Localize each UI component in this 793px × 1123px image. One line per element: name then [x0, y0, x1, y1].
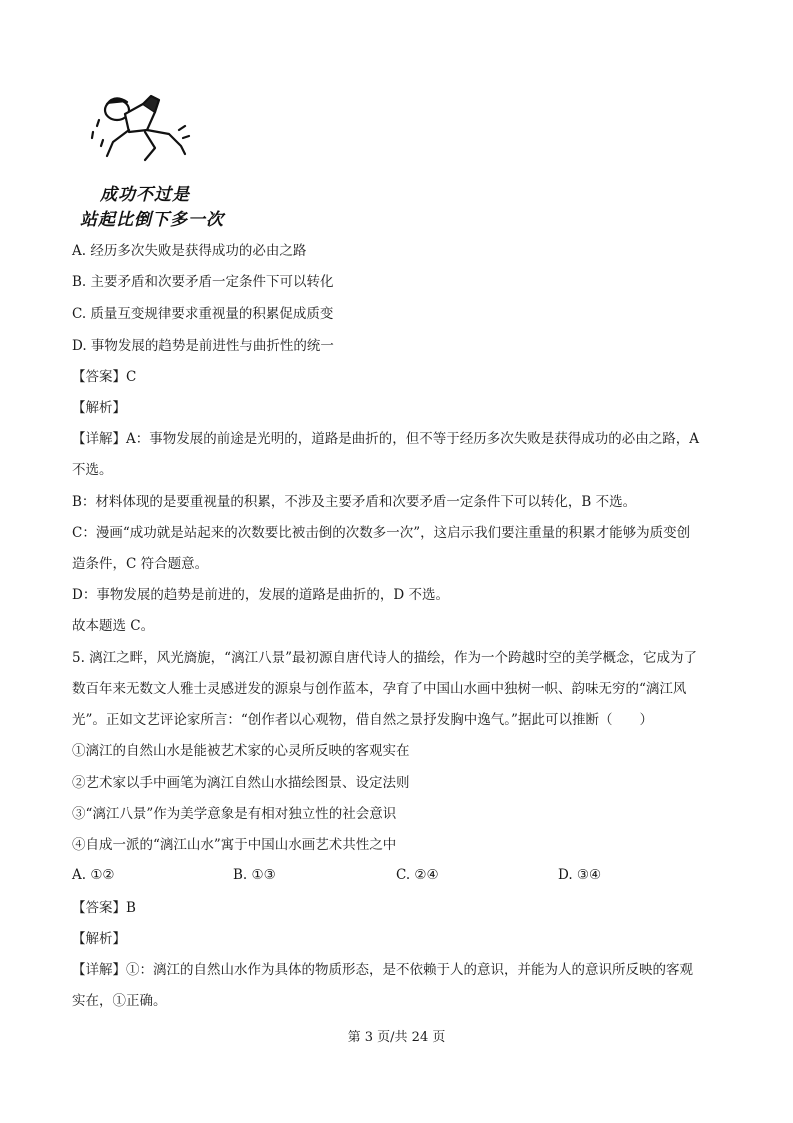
q4-option-b: B. 主要矛盾和次要矛盾一定条件下可以转化 [72, 274, 334, 290]
q5-statement-2: ②艺术家以手中画笔为漓江自然山水描绘图景、设定法则 [72, 775, 410, 791]
q4-option-c: C. 质量互变规律要求重视量的积累促成质变 [72, 306, 334, 322]
q4-answer: 【答案】C [72, 369, 137, 385]
q5-answer: 【答案】B [72, 900, 136, 916]
q5-stem-line: 5. 漓江之畔，风光旖旎，“漓江八景”最初源自唐代诗人的描绘，作为一个跨越时空的美学概念，它成为了 [72, 650, 697, 666]
q4-conclusion: 故本题选 C。 [72, 618, 155, 634]
q4-analysis-label: 【解析】 [72, 400, 126, 416]
q5-choice-d: D. ③④ [558, 867, 602, 883]
q5-stem-line: 数百年来无数文人雅士灵感迸发的源泉与创作蓝本，孕育了中国山水画中独树一帜、韵味无穷的“漓江风 [72, 681, 687, 697]
q4-detail-line: 不选。 [72, 462, 113, 478]
cartoon-caption-line1: 成功不过是 [100, 185, 190, 205]
q5-detail-line: 【详解】①：漓江的自然山水作为具体的物质形态，是不依赖于人的意识，并能为人的意识所反映的客观 [72, 962, 693, 978]
q4-option-d: D. 事物发展的趋势是前进性与曲折性的统一 [72, 338, 334, 354]
q5-statement-3: ③“漓江八景”作为美学意象是有相对独立性的社会意识 [72, 806, 397, 822]
q4-detail-line: D：事物发展的趋势是前进的，发展的道路是曲折的，D 不选。 [72, 587, 449, 603]
cartoon-caption-line2: 站起比倒下多一次 [80, 210, 224, 230]
q5-choice-b: B. ①③ [233, 867, 276, 883]
q5-statement-4: ④自成一派的“漓江山水”寓于中国山水画艺术共性之中 [72, 837, 397, 853]
q4-detail-line: 造条件，C 符合题意。 [72, 556, 209, 572]
cartoon-illustration [85, 90, 195, 165]
q4-detail-line: B：材料体现的是要重视量的积累，不涉及主要矛盾和次要矛盾一定条件下可以转化，B 不选。 [72, 494, 637, 510]
q5-detail-line: 实在，①正确。 [72, 993, 167, 1009]
q4-option-a: A. 经历多次失败是获得成功的必由之路 [72, 243, 307, 259]
q5-statement-1: ①漓江的自然山水是能被艺术家的心灵所反映的客观实在 [72, 743, 410, 759]
q5-choice-a: A. ①② [72, 867, 115, 883]
q4-detail-line: C：漫画“成功就是站起来的次数要比被击倒的次数多一次”，这启示我们要注重量的积累才能够为质变创 [72, 525, 691, 541]
q5-choice-c: C. ②④ [396, 867, 439, 883]
q5-analysis-label: 【解析】 [72, 931, 126, 947]
q5-stem-line: 光”。正如文艺评论家所言：“创作者以心观物，借自然之景抒发胸中逸气。”据此可以推断（ ） [72, 712, 653, 728]
page-footer: 第 3 页/共 24 页 [347, 1030, 446, 1045]
q4-detail-line: 【详解】A：事物发展的前途是光明的，道路是曲折的，但不等于经历多次失败是获得成功的必由之路，A [72, 431, 699, 447]
